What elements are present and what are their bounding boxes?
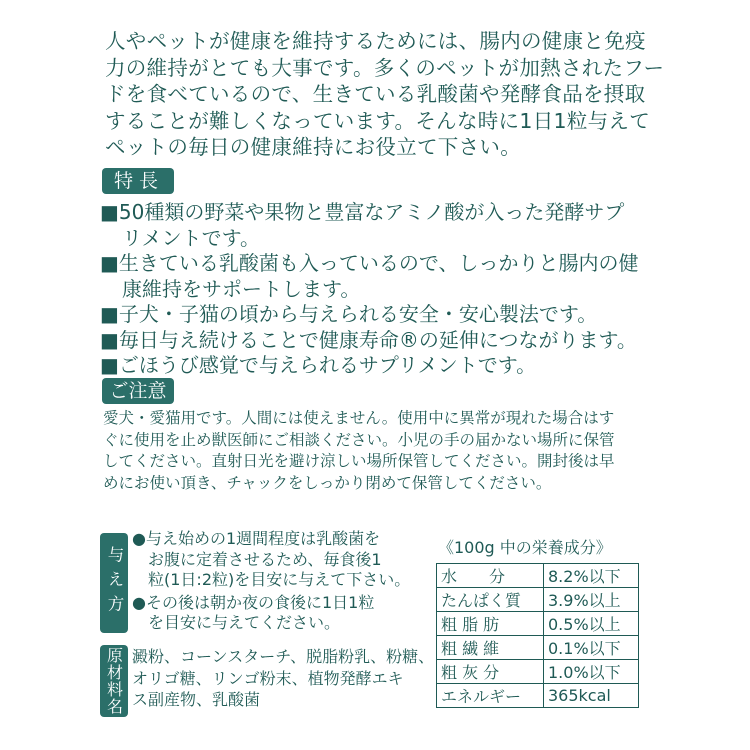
nutrient-name: 水 分 <box>437 564 544 588</box>
nutrition-table <box>436 563 639 708</box>
nutrient-value: 365kcal <box>544 684 639 708</box>
feature-item <box>100 328 680 354</box>
table-row <box>437 660 639 684</box>
bullet-icon: ■ <box>100 251 119 275</box>
features-label: 特長 <box>102 168 174 194</box>
table-row <box>437 564 639 588</box>
feature-text: 50種類の野菜や果物と豊富なアミノ酸が入った発酵サプ <box>118 200 625 224</box>
nutrient-name: 粗 灰 分 <box>437 660 544 684</box>
table-row <box>437 612 639 636</box>
nutrient-value: 3.9%以上 <box>544 588 639 612</box>
intro-line: 人やペットが健康を維持するためには、腸内の健康と免疫 <box>105 29 646 53</box>
intro-line: 力の維持がとても大事です。多くのペットが加熱されたフー <box>105 55 665 80</box>
nutrient-name: たんぱく質 <box>437 588 544 612</box>
feature-text: リメントです。 <box>122 225 260 250</box>
usage-line: お腹に定着させるため、毎食後1 <box>132 549 382 569</box>
features-list <box>100 200 680 379</box>
nutrient-name: 粗 繊 維 <box>437 636 544 660</box>
bullet-icon: ■ <box>100 353 119 377</box>
intro-line: ペットの毎日の健康維持にお役立て下さい。 <box>105 135 521 159</box>
bullet-icon: ■ <box>100 302 119 326</box>
table-row <box>437 636 639 660</box>
bullet-icon: ■ <box>100 200 119 224</box>
usage-line: を目安に与えてください。 <box>132 613 341 632</box>
usage-line: 粒(1日:2粒)を目安に与えて下さい。 <box>132 570 411 589</box>
bullet-icon: ■ <box>100 327 119 352</box>
nutrient-value: 0.1%以下 <box>544 636 639 660</box>
usage-label: 与え方 <box>100 533 128 633</box>
caution-label: ご注意 <box>102 378 174 404</box>
nutrition-title: 《100g 中の栄養成分》 <box>438 538 612 557</box>
nutrient-value: 1.0%以下 <box>544 660 639 684</box>
usage-line: ●与え始めの1週間程度は乳酸菌を <box>132 529 381 548</box>
usage-line: ●その後は朝か夜の食後に1日1粒 <box>132 592 375 612</box>
nutrient-name: 粗 脂 肪 <box>437 612 544 636</box>
table-row <box>437 684 639 708</box>
ingredients-line: 澱粉、コーンスターチ、脱脂粉乳、粉糖、 <box>132 647 435 666</box>
feature-item <box>100 200 680 251</box>
intro-text <box>105 28 665 161</box>
feature-text: 康維持をサポートします。 <box>122 276 361 301</box>
caution-line: ぐに使用を止め獣医師にご相談ください。小児の手の届かない場所に保管 <box>103 430 615 449</box>
ingredients-label: 原材料名 <box>100 645 128 717</box>
feature-item <box>100 353 680 379</box>
ingredients-line: オリゴ糖、リンゴ粉末、植物発酵エキ <box>132 668 404 688</box>
ingredients-text <box>132 646 435 711</box>
table-row <box>437 588 639 612</box>
caution-line: 愛犬・愛猫用です。人間には使えません。使用中に異常が現れた場合はす <box>103 409 615 427</box>
feature-item <box>100 251 680 302</box>
caution-line: めにお使い頂き、チャックをしっかり閉めて保管してください。 <box>103 473 552 492</box>
feature-item <box>100 302 680 328</box>
usage-text <box>132 529 432 634</box>
feature-text: 毎日与え続けることで健康寿命®の延伸につながります。 <box>118 327 637 352</box>
caution-line: してください。直射日光を避け涼しい場所保管してください。開封後は早 <box>103 452 615 470</box>
ingredients-line: ス副産物、乳酸菌 <box>132 690 261 709</box>
intro-line: ドを食べているので、生きている乳酸菌や発酵食品を摂取 <box>105 82 646 106</box>
nutrient-name: エネルギー <box>437 684 544 708</box>
feature-text: 生きている乳酸菌も入っているので、しっかりと腸内の健 <box>118 251 639 275</box>
intro-line: することが難しくなっています。そんな時に1日1粒与えて <box>105 108 651 133</box>
nutrient-value: 0.5%以上 <box>544 612 639 636</box>
feature-text: 子犬・子猫の頃から与えられる安全・安心製法です。 <box>118 302 598 326</box>
feature-text: ごほうび感覚で与えられるサプリメントです。 <box>118 353 537 377</box>
nutrient-value: 8.2%以下 <box>544 564 639 588</box>
caution-text <box>103 408 663 494</box>
